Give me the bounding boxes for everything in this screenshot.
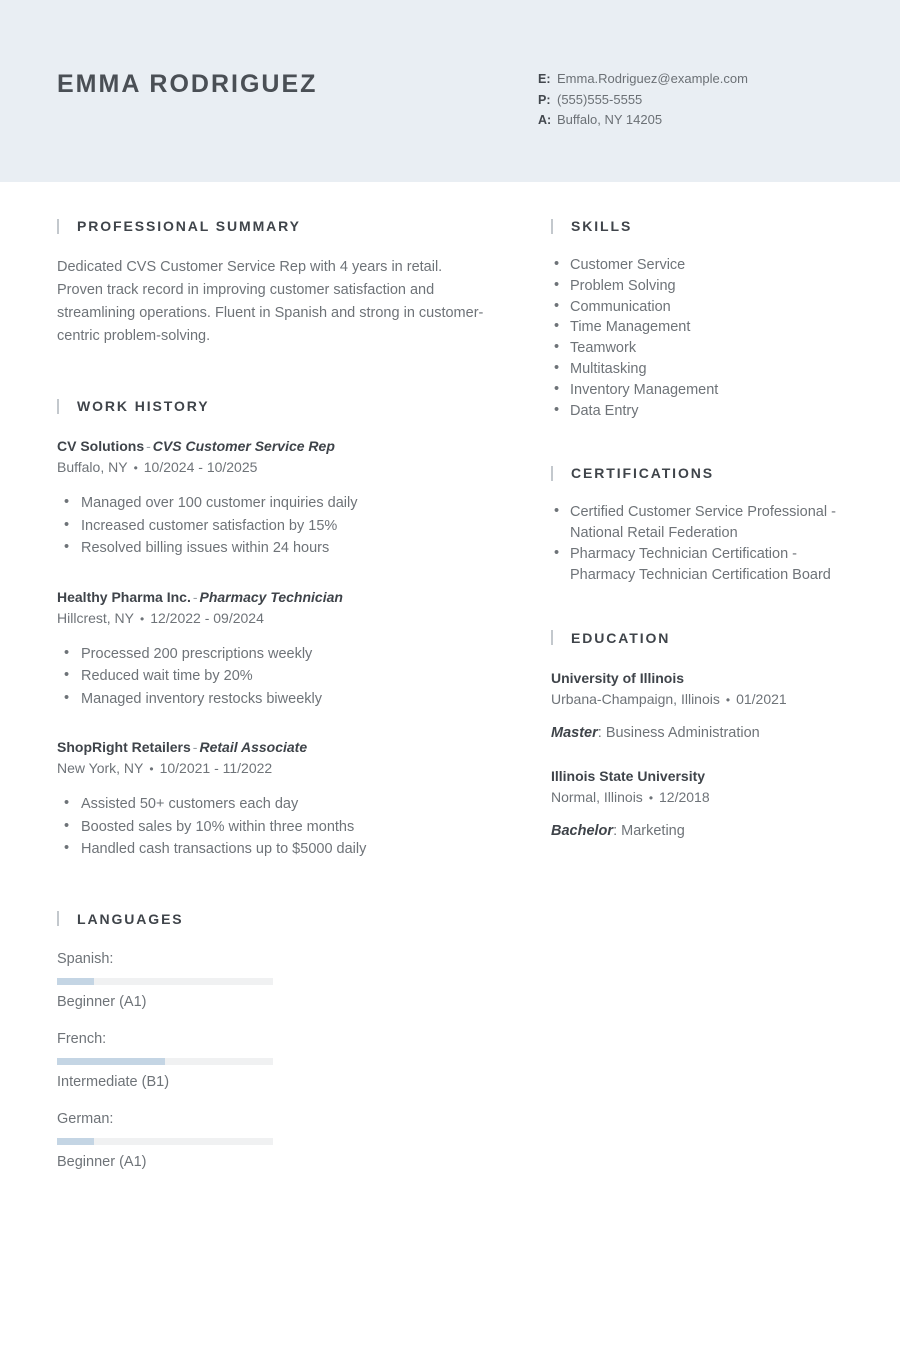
- skill-item: • Data Entry: [551, 401, 851, 422]
- accent-bar-icon: [57, 219, 59, 234]
- job-separator: -: [192, 739, 198, 755]
- certification-item: • Certified Customer Service Professional - National Retail Federation: [551, 502, 851, 544]
- job-company: Healthy Pharma Inc.: [57, 588, 191, 605]
- job-header: [57, 587, 497, 607]
- education-item: [551, 668, 851, 744]
- contact-label-address: A:: [538, 113, 552, 127]
- section-heading-label: SKILLS: [571, 218, 633, 234]
- languages-grid: [57, 949, 497, 1189]
- language-proficiency-fill: [57, 1138, 94, 1145]
- skills-list: [551, 255, 851, 421]
- section-heading-education: [551, 630, 851, 646]
- bullet-dot-icon: •: [133, 461, 138, 475]
- right-column: [551, 218, 851, 842]
- job-company: CV Solutions: [57, 438, 145, 454]
- job-dates: 12/2022 - 09/2024: [150, 609, 264, 626]
- section-heading-label: PROFESSIONAL SUMMARY: [77, 218, 301, 234]
- job-header: [57, 436, 497, 456]
- language-name: French:: [57, 1030, 107, 1047]
- language-name: Spanish:: [57, 950, 114, 967]
- language-level: Intermediate (B1): [57, 1073, 170, 1090]
- job-location: New York, NY: [57, 760, 144, 776]
- job-meta: [57, 457, 497, 479]
- job-meta: [57, 758, 497, 780]
- contact-value-email[interactable]: Emma.Rodriguez@example.com: [557, 71, 748, 86]
- language-proficiency-bar: [57, 1138, 273, 1145]
- section-languages: [57, 911, 497, 1189]
- accent-bar-icon: [57, 399, 59, 414]
- section-education: [551, 630, 851, 842]
- education-degree-field: Business Administration: [605, 724, 760, 741]
- language-proficiency-fill: [57, 1058, 165, 1065]
- contact-label-phone: P:: [538, 92, 551, 107]
- education-item: [551, 766, 851, 842]
- job-bullet: • Handled cash transactions up to $5000 daily: [57, 838, 497, 861]
- certification-item: • Pharmacy Technician Certification - Pharmacy Technician Certification Board: [551, 544, 851, 586]
- bullet-dot-icon: •: [725, 692, 731, 707]
- job-title: CVS Customer Service Rep: [152, 438, 335, 454]
- job-bullet: • Boosted sales by 10% within three months: [57, 816, 497, 839]
- section-heading-work-history: [57, 398, 497, 414]
- education-degree-separator: :: [613, 822, 622, 839]
- job-bullet: • Processed 200 prescriptions weekly: [57, 643, 497, 666]
- education-date: 12/2018: [659, 788, 710, 805]
- section-heading-label: LANGUAGES: [77, 910, 184, 927]
- job-header: [57, 737, 497, 757]
- job-location: Buffalo, NY: [57, 459, 128, 475]
- job-bullet: • Resolved billing issues within 24 hours: [57, 537, 497, 560]
- language-proficiency-fill: [57, 978, 94, 985]
- contact-row-phone: [538, 90, 748, 111]
- education-degree-separator: :: [597, 724, 606, 741]
- bullet-dot-icon: •: [648, 790, 654, 805]
- job-meta: [57, 608, 497, 630]
- section-heading-certifications: [551, 465, 851, 481]
- skill-item: • Multitasking: [551, 359, 851, 380]
- language-name: German:: [57, 1110, 114, 1127]
- skill-item: • Inventory Management: [551, 380, 851, 401]
- education-degree: [551, 723, 851, 744]
- section-professional-summary: [57, 218, 497, 348]
- contact-value-address: Buffalo, NY 14205: [557, 112, 663, 127]
- left-column: [57, 218, 497, 1189]
- job-bullet: • Assisted 50+ customers each day: [57, 793, 497, 816]
- section-heading-label: WORK HISTORY: [77, 398, 210, 414]
- job-bullet: • Managed inventory restocks biweekly: [57, 688, 497, 711]
- contact-value-phone[interactable]: (555)555-5555: [557, 91, 643, 107]
- accent-bar-icon: [57, 911, 59, 926]
- language-proficiency-bar: [57, 978, 273, 985]
- education-school: Illinois State University: [551, 767, 706, 784]
- contact-row-address: [538, 110, 748, 131]
- section-heading-skills: [551, 218, 851, 234]
- work-history-item: [57, 587, 497, 711]
- education-degree-field: Marketing: [621, 822, 685, 839]
- accent-bar-icon: [551, 219, 553, 234]
- education-location: Urbana-Champaign, Illinois: [551, 690, 720, 707]
- section-heading-professional-summary: [57, 218, 497, 234]
- skill-item: • Teamwork: [551, 338, 851, 359]
- education-date: 01/2021: [736, 690, 787, 707]
- language-level: Beginner (A1): [57, 1153, 147, 1170]
- bullet-dot-icon: •: [140, 611, 145, 626]
- resume-header: [0, 0, 900, 182]
- skill-item: • Problem Solving: [551, 276, 851, 297]
- accent-bar-icon: [551, 466, 553, 481]
- education-degree-type: Master: [551, 724, 598, 741]
- job-bullet: • Managed over 100 customer inquiries daily: [57, 492, 497, 515]
- education-degree: [551, 821, 851, 842]
- language-item: [57, 1109, 273, 1172]
- work-history-item: [57, 737, 497, 861]
- language-item: [57, 1029, 273, 1092]
- page-title: EMMA RODRIGUEZ: [57, 70, 318, 98]
- job-bullet: • Reduced wait time by 20%: [57, 665, 497, 688]
- skill-item: • Time Management: [551, 317, 851, 338]
- summary-paragraph: Dedicated CVS Customer Service Rep with 4 years in retail. Proven track record in improving customer satisfaction and streamlining operations. Fluent in Spanish and strong in customer-centric problem-solving.: [57, 259, 484, 344]
- section-heading-languages: [57, 911, 497, 927]
- education-degree-type: Bachelor: [551, 822, 614, 839]
- job-bullet: • Increased customer satisfaction by 15%: [57, 515, 497, 538]
- skill-item: • Customer Service: [551, 255, 851, 276]
- section-certifications: [551, 465, 851, 585]
- contact-row-email: [538, 69, 748, 90]
- job-company: ShopRight Retailers: [57, 739, 191, 755]
- work-history-item: [57, 436, 497, 560]
- job-bullet-list: [57, 793, 497, 861]
- job-title: Pharmacy Technician: [199, 588, 343, 605]
- certifications-list: [551, 502, 851, 585]
- language-item: [57, 949, 273, 1012]
- job-separator: -: [192, 588, 198, 605]
- education-location: Normal, Illinois: [551, 788, 643, 805]
- section-heading-label: CERTIFICATIONS: [571, 465, 715, 482]
- contact-info-block: [538, 69, 748, 131]
- language-level: Beginner (A1): [57, 993, 147, 1010]
- education-meta: [551, 787, 851, 809]
- section-heading-label: EDUCATION: [571, 629, 671, 646]
- job-dates: 10/2024 - 10/2025: [143, 459, 258, 475]
- contact-label-email: E:: [538, 72, 551, 86]
- job-bullet-list: [57, 643, 497, 711]
- section-work-history: [57, 398, 497, 861]
- education-meta: [551, 689, 851, 711]
- job-title: Retail Associate: [199, 739, 308, 755]
- education-school: University of Illinois: [551, 669, 685, 686]
- skill-item: • Communication: [551, 297, 851, 318]
- job-location: Hillcrest, NY: [57, 609, 135, 626]
- language-proficiency-bar: [57, 1058, 273, 1065]
- accent-bar-icon: [551, 630, 553, 645]
- job-bullet-list: [57, 492, 497, 560]
- job-dates: 10/2021 - 11/2022: [159, 760, 273, 776]
- job-separator: -: [146, 438, 151, 454]
- section-skills: [551, 218, 851, 421]
- bullet-dot-icon: •: [149, 762, 154, 776]
